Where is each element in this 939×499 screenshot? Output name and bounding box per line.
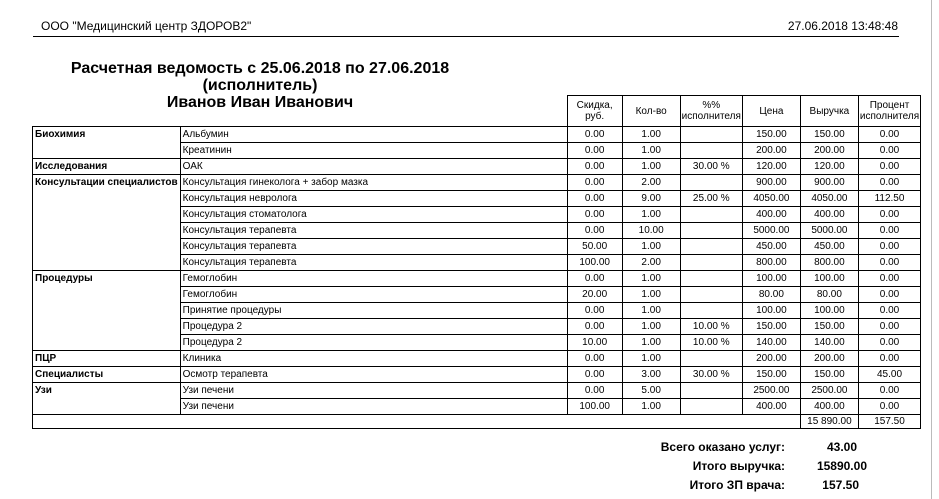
- cell-performer: 112.50: [858, 191, 920, 207]
- cell-performer: 0.00: [858, 159, 920, 175]
- cell-revenue: 2500.00: [800, 383, 858, 399]
- row-service: Гемоглобин: [180, 287, 567, 303]
- row-category: [33, 335, 181, 351]
- cell-performer: 0.00: [858, 175, 920, 191]
- row-category: [33, 223, 181, 239]
- cell-discount: 20.00: [567, 287, 622, 303]
- row-service: Процедура 2: [180, 319, 567, 335]
- cell-pct: [680, 399, 742, 415]
- page-edge-line: [931, 0, 932, 499]
- cell-performer: 0.00: [858, 271, 920, 287]
- cell-revenue: 150.00: [800, 319, 858, 335]
- cell-pct: [680, 383, 742, 399]
- table-row: [33, 287, 921, 303]
- cell-discount: 0.00: [567, 303, 622, 319]
- row-category: Узи: [33, 383, 181, 399]
- row-service: Альбумин: [180, 127, 567, 143]
- table-row: [33, 143, 921, 159]
- row-category: [33, 239, 181, 255]
- row-category: Исследования: [33, 159, 181, 175]
- totals-filler: [33, 415, 801, 429]
- cell-price: 150.00: [742, 367, 800, 383]
- row-service: Принятие процедуры: [180, 303, 567, 319]
- row-category: ПЦР: [33, 351, 181, 367]
- cell-qty: 1.00: [622, 239, 680, 255]
- cell-price: 100.00: [742, 303, 800, 319]
- totals-performer: 157.50: [858, 415, 920, 429]
- cell-qty: 3.00: [622, 367, 680, 383]
- row-service: Клиника: [180, 351, 567, 367]
- cell-price: 150.00: [742, 319, 800, 335]
- row-category: [33, 143, 181, 159]
- cell-discount: 0.00: [567, 207, 622, 223]
- cell-revenue: 80.00: [800, 287, 858, 303]
- cell-revenue: 150.00: [800, 127, 858, 143]
- cell-performer: 45.00: [858, 367, 920, 383]
- cell-revenue: 400.00: [800, 399, 858, 415]
- cell-pct: [680, 255, 742, 271]
- cell-pct: [680, 127, 742, 143]
- revenue-label: Итого выручка:: [692, 459, 785, 473]
- row-service: Узи печени: [180, 399, 567, 415]
- table-row: [33, 303, 921, 319]
- cell-price: 400.00: [742, 207, 800, 223]
- cell-revenue: 100.00: [800, 271, 858, 287]
- cell-price: 800.00: [742, 255, 800, 271]
- row-service: Консультация невролога: [180, 191, 567, 207]
- cell-discount: 10.00: [567, 335, 622, 351]
- row-service: Консультация стоматолога: [180, 207, 567, 223]
- cell-qty: 1.00: [622, 207, 680, 223]
- cell-discount: 0.00: [567, 159, 622, 175]
- cell-discount: 100.00: [567, 255, 622, 271]
- cell-pct: [680, 351, 742, 367]
- cell-qty: 1.00: [622, 399, 680, 415]
- cell-qty: 10.00: [622, 223, 680, 239]
- cell-pct: [680, 207, 742, 223]
- row-service: Гемоглобин: [180, 271, 567, 287]
- company-name: ООО "Медицинский центр ЗДОРОВ2": [41, 19, 252, 33]
- cell-performer: 0.00: [858, 335, 920, 351]
- cell-discount: 0.00: [567, 191, 622, 207]
- cell-revenue: 900.00: [800, 175, 858, 191]
- cell-pct: 10.00 %: [680, 319, 742, 335]
- table-row: [33, 239, 921, 255]
- salary-value: 157.50: [822, 478, 859, 492]
- table-row: [33, 319, 921, 335]
- services-label: Всего оказано услуг:: [660, 440, 785, 454]
- table-row: [33, 399, 921, 415]
- col-revenue: Выручка: [800, 96, 858, 127]
- row-category: [33, 303, 181, 319]
- cell-revenue: 100.00: [800, 303, 858, 319]
- cell-discount: 0.00: [567, 367, 622, 383]
- table-row: [33, 351, 921, 367]
- cell-qty: 1.00: [622, 159, 680, 175]
- table-row: [33, 335, 921, 351]
- report-table: [32, 95, 921, 429]
- table-row: [33, 383, 921, 399]
- row-category: Специалисты: [33, 367, 181, 383]
- cell-performer: 0.00: [858, 287, 920, 303]
- row-service: Консультация терапевта: [180, 239, 567, 255]
- cell-pct: [680, 239, 742, 255]
- cell-performer: 0.00: [858, 239, 920, 255]
- cell-qty: 5.00: [622, 383, 680, 399]
- col-performer-pct: Процент исполнителя: [858, 96, 920, 127]
- cell-price: 120.00: [742, 159, 800, 175]
- row-category: [33, 207, 181, 223]
- col-discount: Скидка, руб.: [567, 96, 622, 127]
- row-service: Осмотр терапевта: [180, 367, 567, 383]
- table-row: [33, 207, 921, 223]
- row-category: Процедуры: [33, 271, 181, 287]
- table-row: [33, 159, 921, 175]
- cell-qty: 1.00: [622, 127, 680, 143]
- cell-price: 200.00: [742, 351, 800, 367]
- row-category: Консультации специалистов: [33, 175, 181, 191]
- cell-price: 100.00: [742, 271, 800, 287]
- title-period: Расчетная ведомость с 25.06.2018 по 27.06.2018: [70, 60, 450, 77]
- cell-revenue: 200.00: [800, 143, 858, 159]
- cell-pct: [680, 223, 742, 239]
- cell-performer: 0.00: [858, 303, 920, 319]
- table-row: [33, 191, 921, 207]
- cell-qty: 1.00: [622, 303, 680, 319]
- row-category: [33, 287, 181, 303]
- table-row: [33, 223, 921, 239]
- cell-performer: 0.00: [858, 319, 920, 335]
- cell-price: 4050.00: [742, 191, 800, 207]
- cell-price: 450.00: [742, 239, 800, 255]
- cell-performer: 0.00: [858, 383, 920, 399]
- cell-performer: 0.00: [858, 223, 920, 239]
- header-divider: [33, 36, 899, 37]
- cell-discount: 0.00: [567, 271, 622, 287]
- cell-revenue: 450.00: [800, 239, 858, 255]
- cell-discount: 50.00: [567, 239, 622, 255]
- cell-discount: 100.00: [567, 399, 622, 415]
- row-category: [33, 319, 181, 335]
- cell-revenue: 140.00: [800, 335, 858, 351]
- cell-pct: 10.00 %: [680, 335, 742, 351]
- cell-revenue: 4050.00: [800, 191, 858, 207]
- col-price: Цена: [742, 96, 800, 127]
- cell-price: 140.00: [742, 335, 800, 351]
- title-role: (исполнитель): [202, 77, 318, 94]
- cell-revenue: 400.00: [800, 207, 858, 223]
- cell-pct: [680, 287, 742, 303]
- cell-revenue: 200.00: [800, 351, 858, 367]
- cell-discount: 0.00: [567, 351, 622, 367]
- col-qty: Кол-во: [622, 96, 680, 127]
- table-header-row: [33, 96, 921, 127]
- table-row: [33, 255, 921, 271]
- cell-revenue: 5000.00: [800, 223, 858, 239]
- title-performer: Иванов Иван Иванович: [166, 94, 354, 111]
- cell-discount: 0.00: [567, 143, 622, 159]
- cell-revenue: 150.00: [800, 367, 858, 383]
- cell-price: 200.00: [742, 143, 800, 159]
- cell-price: 150.00: [742, 127, 800, 143]
- row-service: ОАК: [180, 159, 567, 175]
- cell-revenue: 800.00: [800, 255, 858, 271]
- row-service: Креатинин: [180, 143, 567, 159]
- cell-revenue: 120.00: [800, 159, 858, 175]
- cell-qty: 1.00: [622, 335, 680, 351]
- cell-discount: 0.00: [567, 383, 622, 399]
- table-row: [33, 127, 921, 143]
- cell-pct: [680, 143, 742, 159]
- cell-qty: 1.00: [622, 143, 680, 159]
- services-value: 43.00: [826, 440, 857, 454]
- cell-qty: 2.00: [622, 255, 680, 271]
- cell-qty: 1.00: [622, 319, 680, 335]
- cell-pct: 30.00 %: [680, 159, 742, 175]
- cell-discount: 0.00: [567, 223, 622, 239]
- row-service: Консультация гинеколога + забор мазка: [180, 175, 567, 191]
- cell-performer: 0.00: [858, 255, 920, 271]
- revenue-value: 15890.00: [816, 459, 867, 473]
- totals-revenue: 15 890.00: [800, 415, 858, 429]
- salary-label: Итого ЗП врача:: [689, 478, 785, 492]
- cell-price: 5000.00: [742, 223, 800, 239]
- cell-performer: 0.00: [858, 143, 920, 159]
- cell-pct: [680, 303, 742, 319]
- row-service: Консультация терапевта: [180, 223, 567, 239]
- cell-performer: 0.00: [858, 351, 920, 367]
- cell-price: 2500.00: [742, 383, 800, 399]
- row-service: Консультация терапевта: [180, 255, 567, 271]
- cell-pct: [680, 271, 742, 287]
- report-datetime: 27.06.2018 13:48:48: [787, 19, 898, 33]
- cell-qty: 1.00: [622, 287, 680, 303]
- cell-performer: 0.00: [858, 207, 920, 223]
- table-row: [33, 175, 921, 191]
- row-category: Биохимия: [33, 127, 181, 143]
- cell-discount: 0.00: [567, 319, 622, 335]
- cell-price: 900.00: [742, 175, 800, 191]
- cell-price: 400.00: [742, 399, 800, 415]
- cell-pct: 30.00 %: [680, 367, 742, 383]
- cell-performer: 0.00: [858, 127, 920, 143]
- cell-price: 80.00: [742, 287, 800, 303]
- cell-pct: 25.00 %: [680, 191, 742, 207]
- row-service: Узи печени: [180, 383, 567, 399]
- table-row: [33, 271, 921, 287]
- row-category: [33, 191, 181, 207]
- cell-qty: 1.00: [622, 271, 680, 287]
- cell-discount: 0.00: [567, 175, 622, 191]
- cell-qty: 9.00: [622, 191, 680, 207]
- cell-performer: 0.00: [858, 399, 920, 415]
- totals-row: [33, 415, 921, 429]
- col-pct: %% исполнителя: [680, 96, 742, 127]
- cell-discount: 0.00: [567, 127, 622, 143]
- cell-qty: 2.00: [622, 175, 680, 191]
- row-category: [33, 255, 181, 271]
- cell-qty: 1.00: [622, 351, 680, 367]
- row-service: Процедура 2: [180, 335, 567, 351]
- row-category: [33, 399, 181, 415]
- cell-pct: [680, 175, 742, 191]
- table-row: [33, 367, 921, 383]
